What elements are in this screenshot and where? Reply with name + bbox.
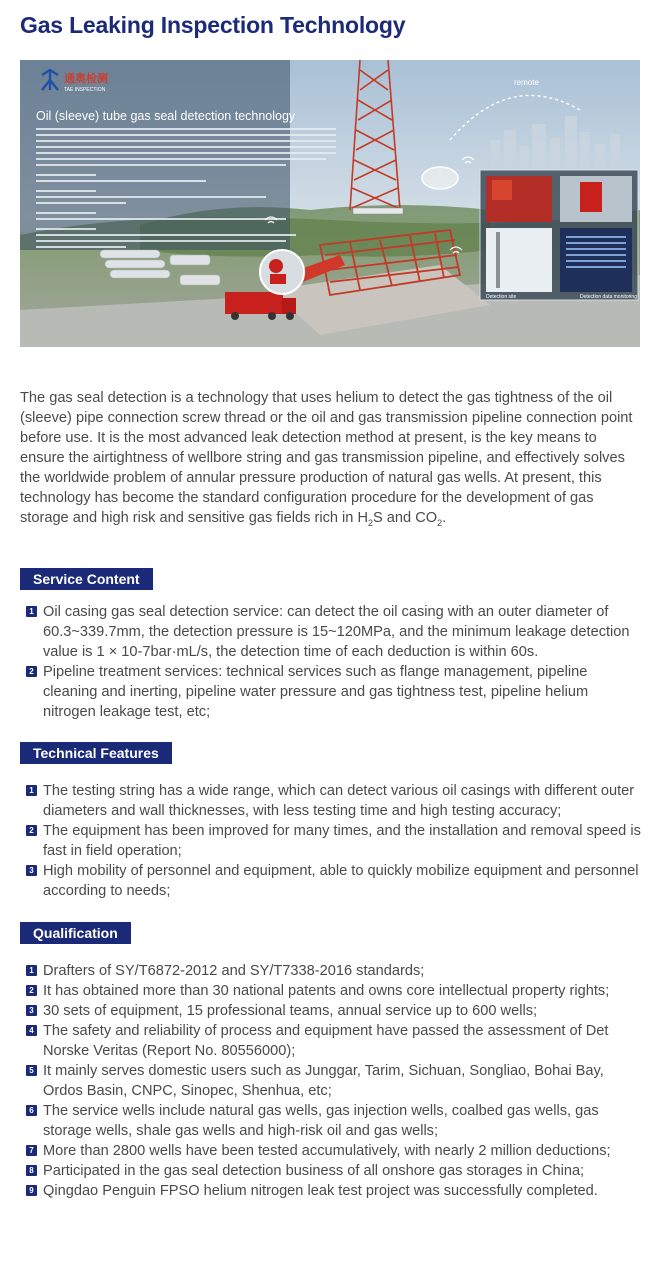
page-title: Gas Leaking Inspection Technology [20,12,406,38]
number-5-icon: 5 [26,1065,37,1076]
list-item-text: More than 2800 wells have been tested accumulatively, with nearly 2 million deductions; [43,1143,611,1159]
list-item [26,961,644,981]
number-1-icon: 1 [26,965,37,976]
list-item [26,1061,644,1101]
number-7-icon: 7 [26,1145,37,1156]
banner-panel-caption-left: Detection site [486,294,517,300]
list-item [26,861,644,901]
list-item [26,1021,644,1061]
list-item [26,602,644,662]
number-2-icon: 2 [26,985,37,996]
list-item-text: Oil casing gas seal detection service: can detect the oil casing with an outer diameter of 60.3~339.7mm, the detection pressure is 15~120MPa, and the minimum leakage detection value is 1 × 10-7bar·mL/s, the detection time of each deduction is within 60s. [43,604,630,660]
number-1-icon: 1 [26,785,37,796]
banner-panel-caption-right: Detection data monitoring [580,294,637,300]
list-item-text: High mobility of personnel and equipment, able to quickly mobilize equipment and personnel according to needs; [43,863,639,899]
intro-text-end: . [442,510,447,526]
section-title-technical-features: Technical Features [20,742,172,764]
intro-sub-co2: 2 [437,517,443,528]
number-4-icon: 4 [26,1025,37,1036]
list-item-text: Participated in the gas seal detection business of all onshore gas storages in China; [43,1163,585,1179]
number-8-icon: 8 [26,1165,37,1176]
list-item-text: Pipeline treatment services: technical services such as flange management, pipeline cleaning and inerting, pipeline water pressure and gas tightness test, pipeline helium nitrogen leakage test, etc; [43,664,589,720]
banner-image [20,60,640,347]
number-3-icon: 3 [26,1005,37,1016]
number-6-icon: 6 [26,1105,37,1116]
number-2-icon: 2 [26,666,37,677]
section-title-service-content: Service Content [20,568,153,590]
list-item [26,1101,644,1141]
intro-text: The gas seal detection is a technology that uses helium to detect the gas tightness of the oil (sleeve) pipe connection screw thread or the oil and gas transmission pipeline connection point before use. It is the most advanced leak detection method at present, is the key means to ensure the airtightness of wellbore string and gas transmission pipeline, and effectively solves the worldwide problem of annular pressure production of natural gas wells. At present, this technology has become the standard configuration procedure for the development of gas storage and high risk and sensitive gas fields rich in H [20,390,633,526]
list-item [26,981,644,1001]
list-item-text: It has obtained more than 30 national patents and owns core intellectual property rights; [43,983,610,999]
list-item [26,1161,644,1181]
list-item-text: The safety and reliability of process and equipment have passed the assessment of Det Norske Veritas (Report No. 80556000); [43,1023,609,1059]
list-item [26,1001,644,1021]
intro-sub-h2: 2 [368,517,374,528]
list-item [26,781,644,821]
list-item [26,821,644,861]
technical-features-list [26,781,644,901]
banner-logo-sub: TAE INSPECTION [64,87,106,93]
number-3-icon: 3 [26,865,37,876]
section-title-qualification: Qualification [20,922,131,944]
intro-paragraph [20,388,642,533]
list-item-text: Qingdao Penguin FPSO helium nitrogen leak test project was successfully completed. [43,1183,598,1199]
number-9-icon: 9 [26,1185,37,1196]
list-item-text: It mainly serves domestic users such as Junggar, Tarim, Sichuan, Songliao, Bohai Bay, Ordos Basin, CNPC, Sinopec, Shenhua, etc; [43,1063,604,1099]
banner-logo-text: 通奥检测 [64,73,108,85]
intro-text-mid: S and CO [373,510,438,526]
service-content-list [26,602,644,722]
list-item-text: Drafters of SY/T6872-2012 and SY/T7338-2016 standards; [43,963,425,979]
list-item-text: The equipment has been improved for many times, and the installation and removal speed is fast in field operation; [43,823,641,859]
list-item-text: The service wells include natural gas wells, gas injection wells, coalbed gas wells, gas storage wells, shale gas wells and high-risk oil and gas wells; [43,1103,599,1139]
qualification-list [26,961,644,1201]
list-item [26,1141,644,1161]
list-item [26,1181,644,1201]
banner-heading: Oil (sleeve) tube gas seal detection technology [36,109,296,123]
number-2-icon: 2 [26,825,37,836]
list-item-text: 30 sets of equipment, 15 professional teams, annual service up to 600 wells; [43,1003,538,1019]
banner-remote-label: remote [514,78,539,87]
number-1-icon: 1 [26,606,37,617]
list-item-text: The testing string has a wide range, which can detect various oil casings with different outer diameters and wall thicknesses, with less testing time and high testing accuracy; [43,783,635,819]
list-item [26,662,644,722]
